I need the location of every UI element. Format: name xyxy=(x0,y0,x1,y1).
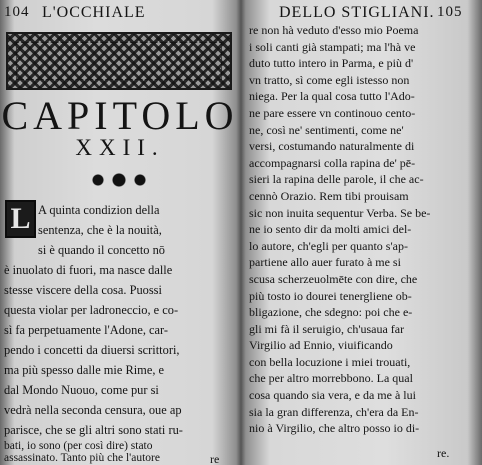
text-line: parisce, che se gli altri sono stati ru- xyxy=(4,423,183,437)
headpiece-ornament xyxy=(6,32,232,90)
right-page xyxy=(243,0,482,465)
text-line: questa violar per ladroneccio, e co- xyxy=(4,303,179,317)
text-line: lo autore, ch'egli per quanto s'ap- xyxy=(249,238,408,253)
page-number-right: 105 xyxy=(437,4,463,20)
left-body-tail-2 xyxy=(4,452,160,464)
right-body-text xyxy=(249,22,430,437)
left-body-text xyxy=(4,260,183,440)
text-line: bati, io sono (per così dire) stato xyxy=(4,440,153,452)
text-line: versi, costumando naturalmente di xyxy=(249,139,415,154)
left-body-tail xyxy=(4,440,153,452)
chapter-title: CAPITOLO xyxy=(1,93,239,138)
text-line: cennò Orazio. Rem tibi prouisam xyxy=(249,188,409,203)
text-line: ne io sento dir da molti amici del- xyxy=(249,222,412,237)
text-line: pendo i concetti da diuersi scrittori, xyxy=(4,343,180,357)
text-line: stesse viscere della cosa. Puossi xyxy=(4,283,162,297)
text-line: si è quando il concetto nō xyxy=(38,243,165,257)
drop-cap-letter: L xyxy=(10,202,31,235)
drop-cap xyxy=(5,200,36,238)
running-title-right: DELLO STIGLIANI. xyxy=(279,4,435,21)
text-line: accompagnarsi colla rapina de' pē- xyxy=(249,155,416,170)
text-line: cosa quando sia vera, e da me à lui xyxy=(249,388,416,403)
fleuron-ornament xyxy=(90,172,148,188)
text-line: niega. Per la qual cosa tutto l'Ado- xyxy=(249,89,415,104)
text-line: i soli canti già stampati; ma l'hà ve xyxy=(249,39,416,54)
text-line: sì fa perpetuamente l'Adone, car- xyxy=(4,323,169,337)
text-line: re non hà veduto d'esso mio Poema xyxy=(249,23,419,37)
running-title-left: L'OCCHIALE xyxy=(42,4,146,21)
catchword-left: re xyxy=(210,452,220,465)
running-head-left xyxy=(0,4,240,24)
text-line: A quinta condizion della xyxy=(38,203,160,217)
text-line: ne, così ne' sentimenti, come ne' xyxy=(249,122,404,137)
text-line: partiene allo auer furato à me si xyxy=(249,255,401,270)
text-line: vn tratto, sì come egli istesso non xyxy=(249,72,410,87)
page-number-left: 104 xyxy=(4,4,30,20)
text-line: Virgilio ad Ennio, viuificando xyxy=(249,338,393,353)
text-line: più tosto io dourei tenergliene ob- xyxy=(249,288,412,303)
text-line: dal Mondo Nuouo, come pur si xyxy=(4,383,159,397)
text-line: sic non inuita sequentur Verba. Se be- xyxy=(249,205,431,220)
running-head-right xyxy=(243,4,482,24)
catchword-right: re. xyxy=(437,446,450,460)
intro-text-last xyxy=(38,240,165,260)
chapter-number: XXII. xyxy=(75,135,165,160)
text-line: ne pare essere vn continouo cento- xyxy=(249,105,416,120)
text-line: scusa scherzeuolmēte con dire, che xyxy=(249,271,418,286)
text-line: sentenza, che è la nouità, xyxy=(38,223,162,237)
text-line: gli mi fà il seruigio, ch'usaua far xyxy=(249,321,405,336)
text-line: sia la gran differenza, ch'era da En- xyxy=(249,404,419,419)
text-line: è inuolato di fuori, ma nasce dalle xyxy=(4,263,173,277)
text-line: sieri la rapina delle parole, il che ac- xyxy=(249,172,424,187)
text-line: nio à Virgilio, che altro posso io di- xyxy=(249,421,420,436)
text-line: ma più spesso dalle mie Rime, e xyxy=(4,363,165,377)
text-line: duto tutto intero in Parma, e più d' xyxy=(249,56,414,71)
text-line: con bella locuzione i miei trouati, xyxy=(249,354,411,369)
text-line: bligazione, che sdegno: poi che e- xyxy=(249,305,413,320)
text-line: che per altro morrebbono. La qual xyxy=(249,371,413,386)
text-line: vedrà nella seconda censura, oue ap xyxy=(4,403,182,417)
text-line: assassinato. Tanto più che l'autore xyxy=(4,452,160,464)
intro-text xyxy=(38,200,162,240)
left-page xyxy=(0,0,240,465)
